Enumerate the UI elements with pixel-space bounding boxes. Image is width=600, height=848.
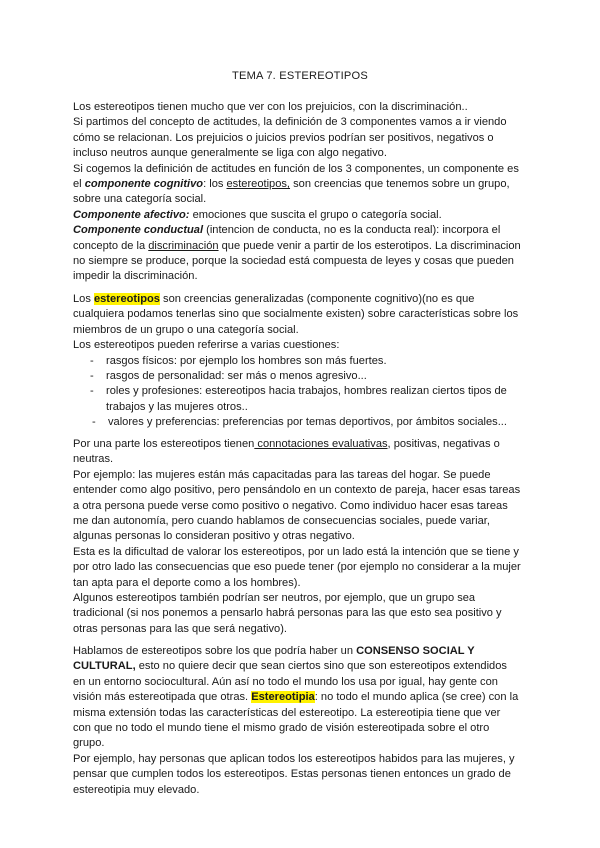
text: Si cogemos la definición de actitudes en función de los 3 componentes, un componente es el xyxy=(73,162,519,191)
underlined-term: estereotipos, xyxy=(226,178,291,191)
paragraph xyxy=(73,223,521,285)
paragraph xyxy=(73,338,521,353)
list-item xyxy=(73,384,521,415)
text: que puede venir a partir de los esterotipos. La discriminacion no siempre se produce, porque la sociedad está compuesta de leyes y cosas que pueden impedir la discriminación. xyxy=(73,239,521,283)
highlighted-term: estereotipos xyxy=(93,293,160,305)
paragraph xyxy=(73,468,521,545)
paragraph xyxy=(73,115,521,161)
section-definition xyxy=(73,292,521,431)
list-item xyxy=(73,354,521,369)
paragraph xyxy=(73,292,521,338)
bold-term: Componente conductual xyxy=(73,224,204,237)
list-dash: - xyxy=(90,385,94,398)
section-consensus xyxy=(73,644,521,798)
list-dash: - xyxy=(90,354,94,367)
paragraph xyxy=(73,437,521,468)
document-title: TEMA 7. ESTEREOTIPOS xyxy=(232,70,368,82)
text: , positivas, negativas o neutras. xyxy=(73,438,500,466)
section-evaluative xyxy=(73,437,521,637)
section-intro xyxy=(73,100,521,285)
list-dash: - xyxy=(90,370,94,383)
list-item-text: roles y profesiones: estereotipos hacia trabajos, hombres realizan ciertos tipos de trabajos y las mujeres otros.. xyxy=(106,385,507,413)
text: (intencion de conducta, no es la conducta real): incorpora el concepto de la xyxy=(73,224,501,252)
text: Esta es la dificultad de valorar los estereotipos, por un lado está la intención que se tiene y por otro lado las consecuencias que eso puede tener (por ejemplo no considerar a la mujer tan apta para el deporte como a los hombres). xyxy=(73,545,521,589)
text: Hablamos de estereotipos sobre los que podría haber un xyxy=(73,645,357,657)
text: Los xyxy=(73,293,94,305)
list-item-text: valores y preferencias: preferencias por temas deportivos, por ámbitos sociales... xyxy=(108,416,507,429)
bold-term: componente cognitivo xyxy=(84,178,204,191)
dash-list xyxy=(73,354,521,431)
paragraph xyxy=(73,208,521,223)
paragraph xyxy=(73,100,521,115)
paragraph xyxy=(73,752,521,798)
text: : los xyxy=(203,178,227,191)
text: son creencias que tenemos sobre un grupo, sobre una categoría social. xyxy=(73,178,510,206)
text: son creencias generalizadas (componente cognitivo)(no es que cualquiera podamos tenerlas sino que socialmente existen) sobre características sobre los miembros de un grupo o una categoría social. xyxy=(73,293,519,336)
list-dash: - xyxy=(92,416,96,429)
list-item xyxy=(73,415,521,430)
text: Por ejemplo: las mujeres están más capacitadas para las tareas del hogar. Se puede entender como algo positivo, pero pensándolo en un contexto de pareja, hacer esas tareas a otra persona puede verse como positivo o negativo. Como individuo hacer esas tareas me dan autonomía, pero cuando hablamos de consecuencias sociales, puede variar, algunas personas lo consideran positivo y otras negativo. xyxy=(73,468,521,543)
text: Los estereotipos tienen mucho que ver con los prejuicios, con la discriminación.. xyxy=(73,101,468,113)
paragraph xyxy=(73,644,521,752)
list-item-text: rasgos físicos: por ejemplo los hombres son más fuertes. xyxy=(106,354,387,367)
text: Por ejemplo, hay personas que aplican todos los estereotipos habidos para las mujeres, y pensar que cumplen todos los estereotipos. Estas personas tienen entonces un grado de estereotipia muy elevado. xyxy=(73,752,515,796)
text: : no todo el mundo aplica (se cree) con la misma extensión todas las características del estereotipo. La estereotipia tiene que ver con que no todo el mundo tiene el mismo grado de visión estereotipada sobre el otro grupo. xyxy=(73,691,519,750)
list-item-text: rasgos de personalidad: ser más o menos agresivo... xyxy=(106,370,367,383)
paragraph xyxy=(73,162,521,208)
text: Por una parte los estereotipos tienen xyxy=(73,438,255,450)
text: Los estereotipos pueden referirse a varias cuestiones: xyxy=(73,339,340,352)
bold-term: CONSENSO SOCIAL Y CULTURAL, xyxy=(73,645,475,673)
highlighted-term: Estereotipia xyxy=(251,691,315,704)
underlined-term: connotaciones evaluativas xyxy=(254,438,388,450)
paragraph xyxy=(73,591,521,637)
text: Algunos estereotipos también podrían ser neutros, por ejemplo, que un grupo sea tradicional (si nos ponemos a pensarlo habrá personas para las que esto sea positivo y otras personas para las que será negativo). xyxy=(73,592,502,635)
underlined-term: discriminación xyxy=(148,239,219,252)
list-item xyxy=(73,369,521,384)
bold-term: Componente afectivo: xyxy=(73,208,190,221)
text: esto no quiere decir que sean ciertos sino que son estereotipos extendidos en un entorno sociocultural. Aún así no todo el mundo los usa por igual, hay gente con visión más estereotipada que otras. xyxy=(73,660,507,704)
text: emociones que suscita el grupo o categoría social. xyxy=(189,208,442,221)
text: Si partimos del concepto de actitudes, la definición de 3 componentes vamos a ir viendo cómo se relacionan. Los prejuicios o juicios previos podrían ser positivos, negativos o incluso neutros aunque generalmente se liga con algo negativo. xyxy=(73,116,507,160)
paragraph xyxy=(73,545,521,591)
